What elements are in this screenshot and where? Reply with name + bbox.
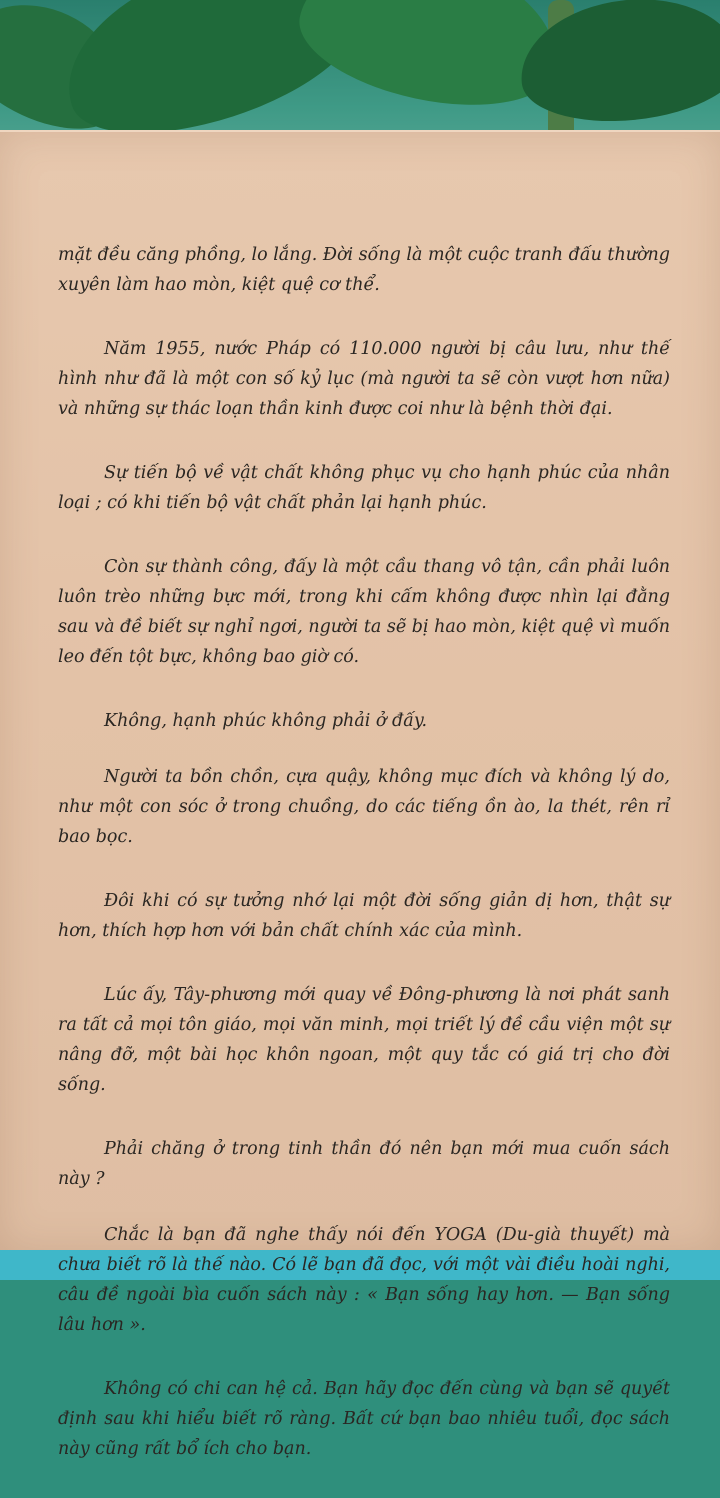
page-text [58, 240, 670, 1498]
paragraph: Phải chăng ở trong tinh thần đó nên bạn mới mua cuốn sách này ? [58, 1139, 670, 1189]
paragraph: Chắc là bạn đã nghe thấy nói đến YOGA (Du-già thuyết) mà chưa biết rõ là thế nào. Có lẽ bạn đã đọc, với một vài điều hoài nghi, câu đề ngoài bìa cuốn sách này : « Bạn sống hay hơn. — Bạn sống lâu hơn ». [58, 1225, 670, 1335]
paragraph: Còn sự thành công, đấy là một cầu thang vô tận, cần phải luôn luôn trèo những bực mới, trong khi cấm không được nhìn lại đằng sau và đề biết sự nghỉ ngơi, người ta sẽ bị hao mòn, kiệt quệ vì muốn leo đến tột bực, không bao giờ có. [58, 557, 670, 667]
paragraph: Đôi khi có sự tưởng nhớ lại một đời sống giản dị hơn, thật sự hơn, thích hợp hơn với bản chất chính xác của mình. [58, 891, 670, 941]
paragraph: Người ta bồn chồn, cựa quậy, không mục đích và không lý do, như một con sóc ở trong chuồng, do các tiếng ồn ào, la thét, rên rỉ bao bọc. [58, 767, 670, 847]
paragraph: Năm 1955, nước Pháp có 110.000 người bị câu lưu, như thế hình như đã là một con số kỷ lục (mà người ta sẽ còn vượt hơn nữa) và những sự thác loạn thần kinh được coi như là bệnh thời đại. [58, 339, 670, 419]
book-page [0, 130, 720, 1459]
plant-leaf [514, 0, 720, 131]
paragraph: Không có chi can hệ cả. Bạn hãy đọc đến cùng và bạn sẽ quyết định sau khi hiểu biết rõ ràng. Bất cứ bạn bao nhiêu tuổi, đọc sách này cũng rất bổ ích cho bạn. [58, 1379, 670, 1459]
paragraph: Lúc ấy, Tây-phương mới quay về Đông-phương là nơi phát sanh ra tất cả mọi tôn giáo, mọi văn minh, mọi triết lý đề cầu viện một sự nâng đỡ, một bài học khôn ngoan, một quy tắc có giá trị cho đời sống. [58, 985, 670, 1095]
paragraph: mặt đều căng phồng, lo lắng. Đời sống là một cuộc tranh đấu thường xuyên làm hao mòn, kiệt quệ cơ thể. [58, 245, 670, 295]
paragraph: Sự tiến bộ về vật chất không phục vụ cho hạnh phúc của nhân loại ; có khi tiến bộ vật chất phản lại hạnh phúc. [58, 463, 670, 513]
paragraph: Không, hạnh phúc không phải ở đấy. [104, 711, 428, 731]
